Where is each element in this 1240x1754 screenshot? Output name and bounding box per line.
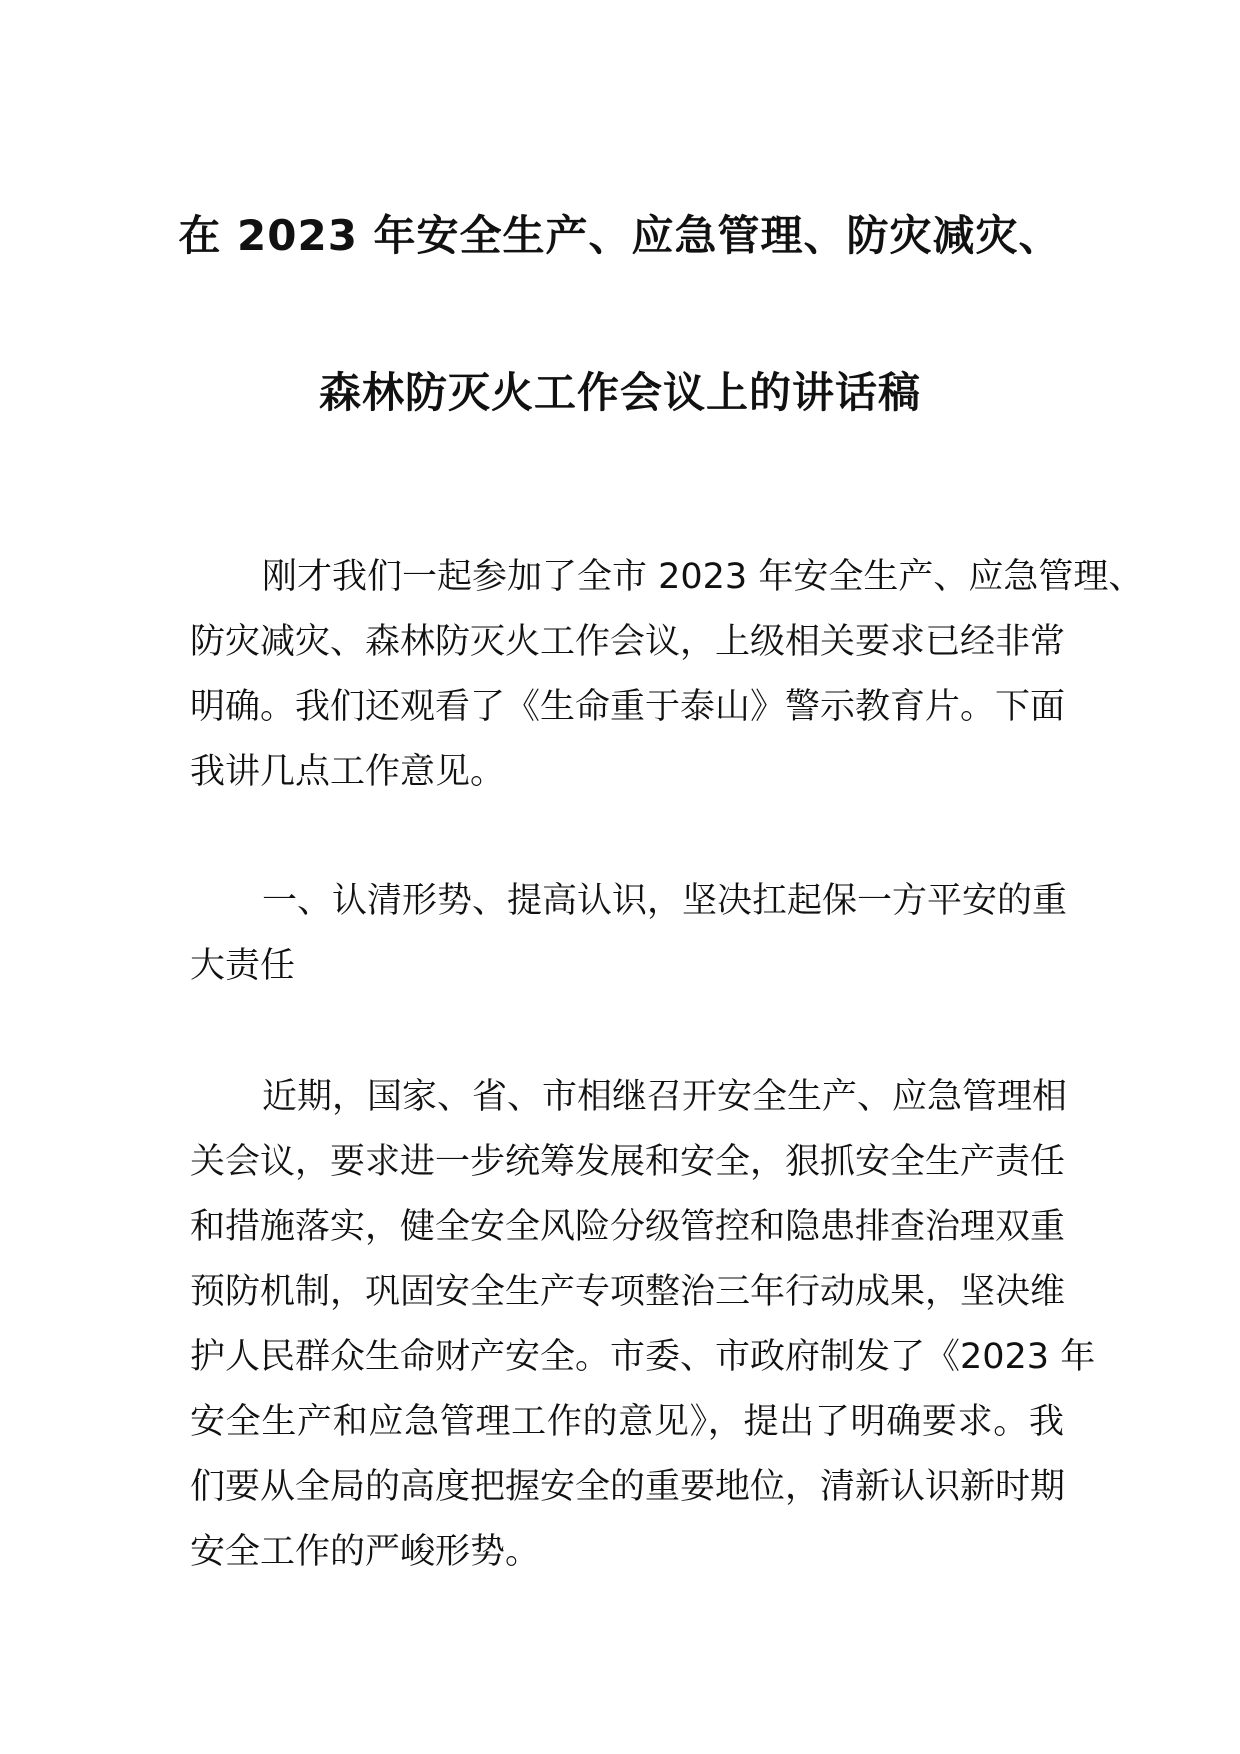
text-line: 一、认清形势、提高认识，坚决扛起保一方平安的重 [262,881,1068,921]
text-line: 护人民群众生命财产安全。市委、市政府制发了《2023 年 [190,1337,1096,1377]
text-line: 预防机制，巩固安全生产专项整治三年行动成果，坚决维 [190,1272,1066,1312]
text-line: 关会议，要求进一步统筹发展和安全，狠抓安全生产责任 [190,1142,1066,1182]
text-line: 防灾减灾、森林防灭火工作会议，上级相关要求已经非常 [190,622,1066,662]
text-line: 刚才我们一起参加了全市 2023 年安全生产、应急管理、 [262,557,1144,597]
title-line-1: 在 2023 年安全生产、应急管理、防灾减灾、 [178,211,1062,260]
text-line: 我讲几点工作意见。 [190,752,506,792]
text-line: 大责任 [190,946,296,986]
title-line-2: 森林防灭火工作会议上的讲话稿 [318,368,921,417]
text-line: 安全生产和应急管理工作的意见》，提出了明确要求。我 [190,1402,1064,1442]
text-line: 和措施落实，健全安全风险分级管控和隐患排查治理双重 [190,1207,1066,1247]
text-line: 近期，国家、省、市相继召开安全生产、应急管理相 [262,1077,1068,1117]
text-line: 明确。我们还观看了《生命重于泰山》警示教育片。下面 [190,687,1066,727]
text-line: 安全工作的严峻形势。 [190,1532,541,1572]
text-line: 们要从全局的高度把握安全的重要地位，清新认识新时期 [190,1467,1066,1507]
